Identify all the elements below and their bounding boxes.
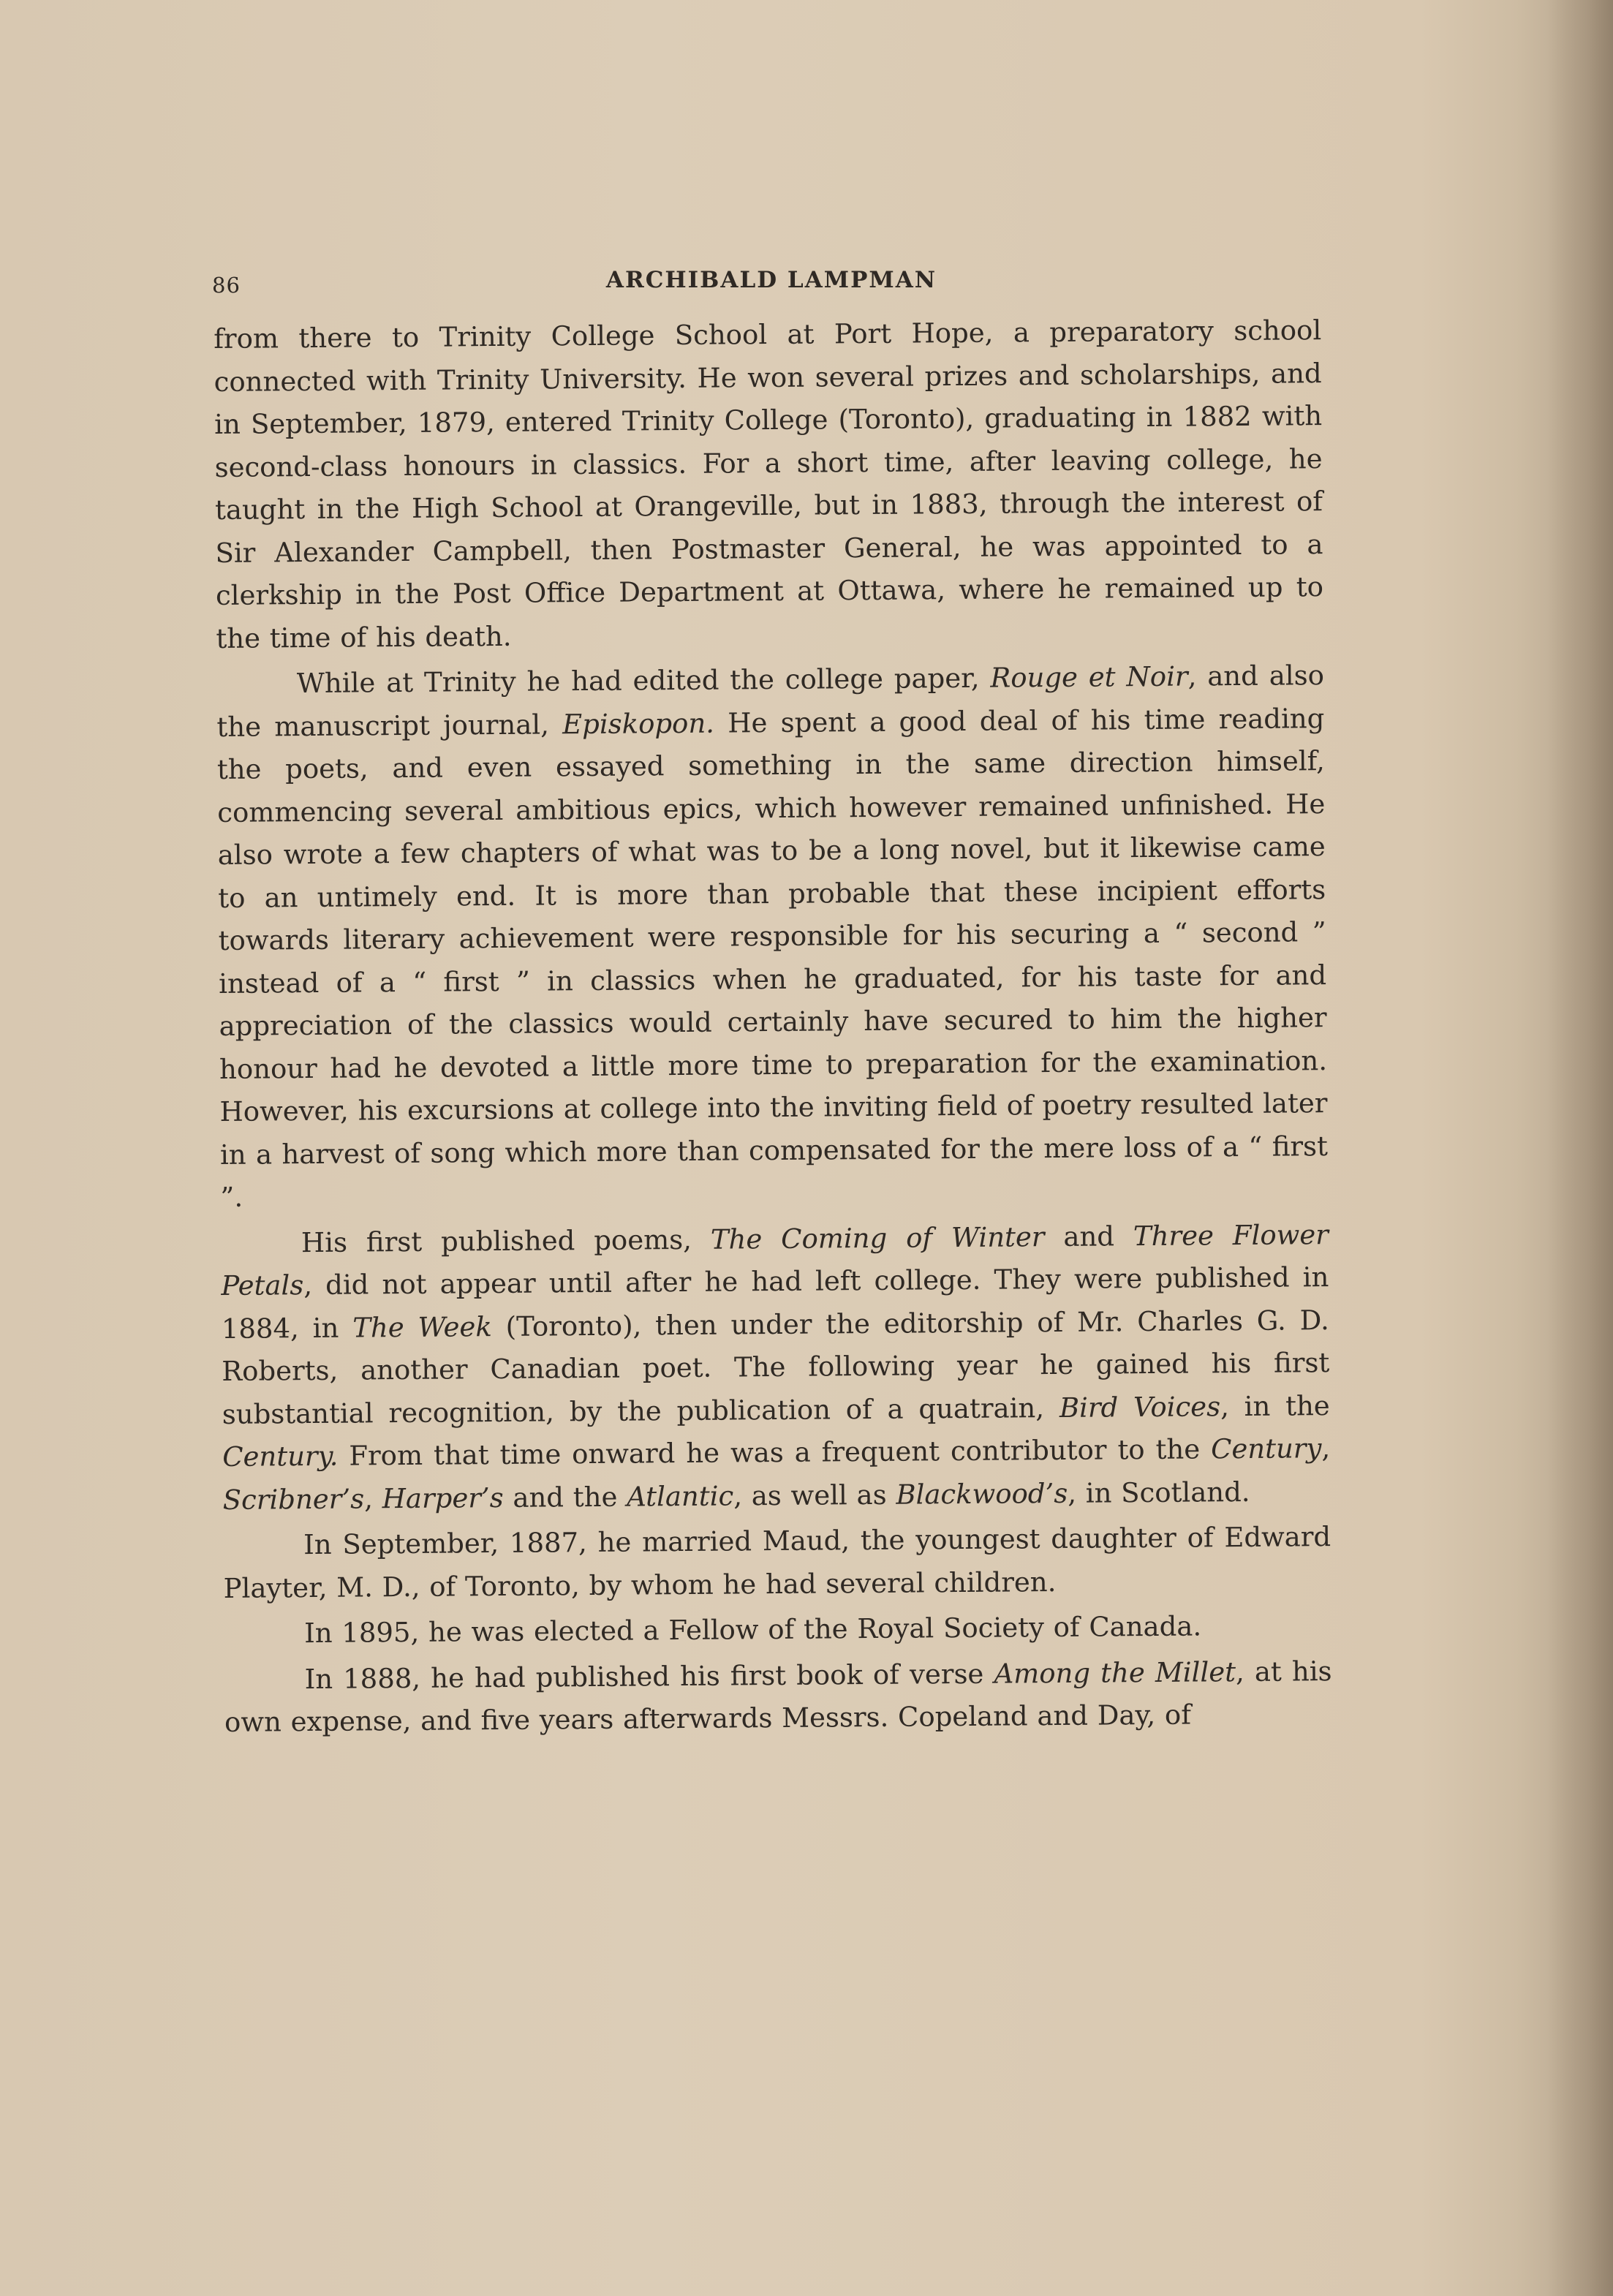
italic-title-text: Century: [1210, 1432, 1322, 1465]
paragraph-text: In 1888, he had published his first book of verse: [304, 1658, 994, 1695]
paragraph-text: , at his own expense, and five years afterwards Messrs. Copeland and Day, of: [224, 1655, 1332, 1738]
paragraph: [216, 654, 1329, 1219]
paragraph: [223, 1516, 1331, 1610]
paragraph: [224, 1650, 1332, 1745]
italic-title-text: Scribner’s: [222, 1482, 365, 1516]
paragraph-text: In September, 1887, he married Maud, the youngest daughter of Edward Playter, M. D., of Toronto, by whom he had several children.: [223, 1521, 1331, 1604]
paragraph-text: and the: [503, 1481, 627, 1514]
paragraph-text: His first published poems,: [301, 1223, 711, 1258]
italic-title-text: Century.: [222, 1440, 339, 1473]
paragraph-text: ,: [363, 1482, 382, 1514]
italic-title-text: Among the Millet: [994, 1655, 1236, 1690]
italic-title-text: Bird Voices: [1059, 1390, 1221, 1424]
paragraph: [214, 309, 1324, 660]
paragraph-text: (Toronto), then under the editorship of Mr. Charles G. D. Roberts, another Canadian poet. The following year he gained his first substantial recognition, by the publication of a quatrain,: [222, 1304, 1330, 1430]
paragraph-text: While at Trinity he had edited the college paper,: [296, 662, 991, 700]
running-title: ARCHIBALD LAMPMAN: [605, 267, 937, 293]
paragraph-text: and: [1044, 1220, 1134, 1253]
italic-title-text: The Coming of Winter: [710, 1220, 1045, 1255]
paragraph-text: He spent a good deal of his time reading the poets, and even essayed something in the same direction himself, commencing several ambitious epics, which however remained unfinished. He also wrote a few chapters of what was to be a long novel, but it likewise came to an untimely end. It is more than probable that these incipient efforts towards literary achievement were responsible for his securing a “ second ” instead of a “ first ” in classics when he graduated, for his taste for and appreciation of the classics would certainly have secured to him the higher honour had he devoted a little more time to preparation for the examination. However, his excursions at college into the inviting field of poetry resulted later in a harvest of song which more than compensated for the mere loss of a “ first ”.: [216, 702, 1329, 1213]
body-text: [214, 309, 1332, 1747]
paragraph-text: In 1895, he was elected a Fellow of the Royal Society of Canada.: [303, 1610, 1202, 1650]
italic-title-text: Rouge et Noir: [990, 660, 1188, 694]
paragraph-text: , and also the manuscript journal,: [216, 660, 1325, 743]
paragraph-text: , as well as: [733, 1479, 896, 1511]
paragraph-text: , did not appear until after he had left college. They were published in 1884, in: [221, 1261, 1329, 1345]
page-number: 86: [212, 273, 241, 298]
italic-title-text: Three Flower Petals: [221, 1218, 1329, 1302]
page-header: [212, 267, 1331, 311]
paragraph-text: from there to Trinity College School at Port Hope, a preparatory school connected with Trinity University. He won several prizes and scholarships, and in September, 1879, entered Trinity College (Toronto), graduating in 1882 with second-class honours in classics. For a short time, after leaving college, he taught in the High School at Orangeville, but in 1883, through the interest of Sir Alexander Campbell, then Postmaster General, he was appointed to a clerkship in the Post Office Department at Ottawa, where he remained up to the time of his death.: [214, 314, 1324, 654]
paragraph: [221, 1214, 1331, 1522]
italic-title-text: Episkopon.: [562, 707, 715, 740]
paragraph-text: ,: [1321, 1432, 1331, 1465]
paragraph-text: , in the: [1220, 1389, 1330, 1422]
paragraph-text: , in Scotland.: [1068, 1476, 1250, 1509]
page-edge-shadow: [1547, 0, 1613, 2296]
italic-title-text: Blackwood’s: [896, 1477, 1068, 1511]
paragraph: [224, 1604, 1331, 1655]
italic-title-text: Harper’s: [382, 1481, 504, 1514]
paragraph-text: From that time onward he was a frequent contributor to the: [338, 1433, 1212, 1472]
italic-title-text: The Week: [352, 1310, 492, 1344]
italic-title-text: Atlantic: [626, 1479, 734, 1513]
